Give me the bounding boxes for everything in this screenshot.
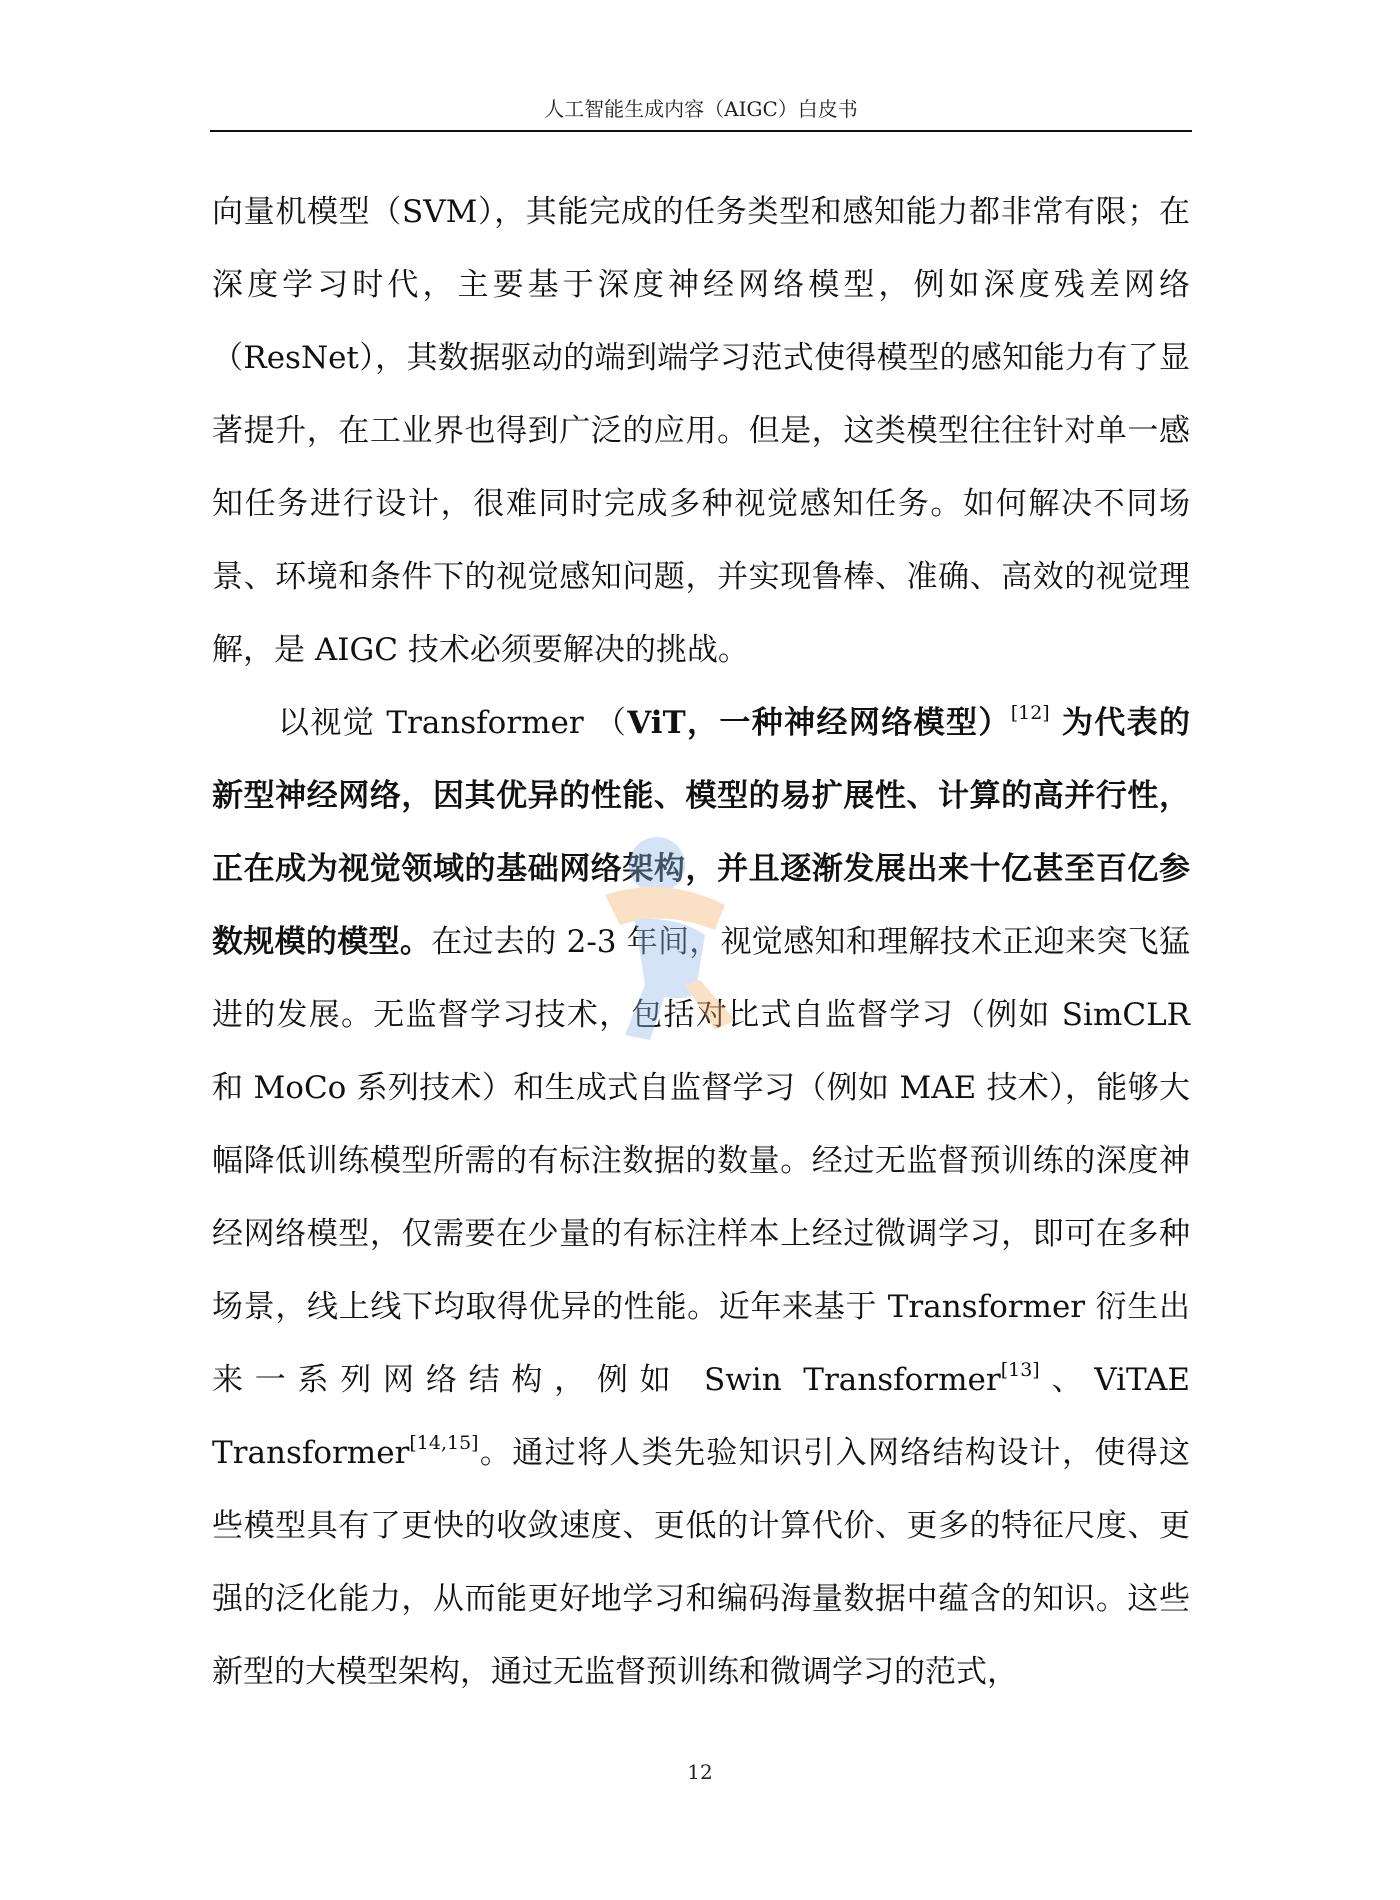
paragraph-2-intro: 以视觉 Transformer （ (278, 705, 628, 741)
paragraph-2-vitae: 、ViTAE Transformer (212, 1362, 1190, 1471)
paragraph-2-bold-vit: ViT，一种神经网络模型） (627, 705, 1011, 741)
header-title: 人工智能生成内容（AIGC）白皮书 (544, 97, 858, 121)
citation-12: [12] (1010, 701, 1050, 724)
citation-13: [13] (1000, 1358, 1040, 1381)
paragraph-2-conclusion: 。通过将人类先验知识引入网络结构设计，使得这些模型具有了更快的收敛速度、更低的计算代价、更多的特征尺度、更强的泛化能力，从而能更好地学习和编码海量数据中蕴含的知识。这些新型的大模型架构，通过无监督预训练和微调学习的范式， (212, 1435, 1190, 1690)
paragraph-2-body: 在过去的 2-3 年间，视觉感知和理解技术正迎来突飞猛进的发展。无监督学习技术，包括对比式自监督学习（例如 SimCLR 和 MoCo 系列技术）和生成式自监督学习（例如 MAE 技术），能够大幅降低训练模型所需的有标注数据的数量。经过无监督预训练的深度神经网络模型，仅需要在少量的有标注样本上经过微调学习，即可在多种场景，线上线下均取得优异的性能。近年来基于 Transformer 衍生出来一系列网络结构，例如 Swin Transformer (212, 924, 1190, 1398)
paragraph-2 (212, 687, 1190, 1709)
paragraph-2-bold-claim: 为代表的新型神经网络，因其优异的性能、模型的易扩展性、计算的高并行性，正在成为视觉领域的基础网络架构，并且逐渐发展出来十亿甚至百亿参数规模的模型。 (212, 705, 1191, 960)
header-rule (210, 130, 1192, 132)
page-number: 12 (687, 1760, 713, 1784)
citation-14-15: [14,15] (409, 1431, 479, 1454)
body-text (212, 176, 1190, 1709)
paragraph-1: 向量机模型（SVM），其能完成的任务类型和感知能力都非常有限；在深度学习时代，主要基于深度神经网络模型，例如深度残差网络（ResNet），其数据驱动的端到端学习范式使得模型的感知能力有了显著提升，在工业界也得到广泛的应用。但是，这类模型往往针对单一感知任务进行设计，很难同时完成多种视觉感知任务。如何解决不同场景、环境和条件下的视觉感知问题，并实现鲁棒、准确、高效的视觉理解，是 AIGC 技术必须要解决的挑战。 (212, 194, 1190, 668)
